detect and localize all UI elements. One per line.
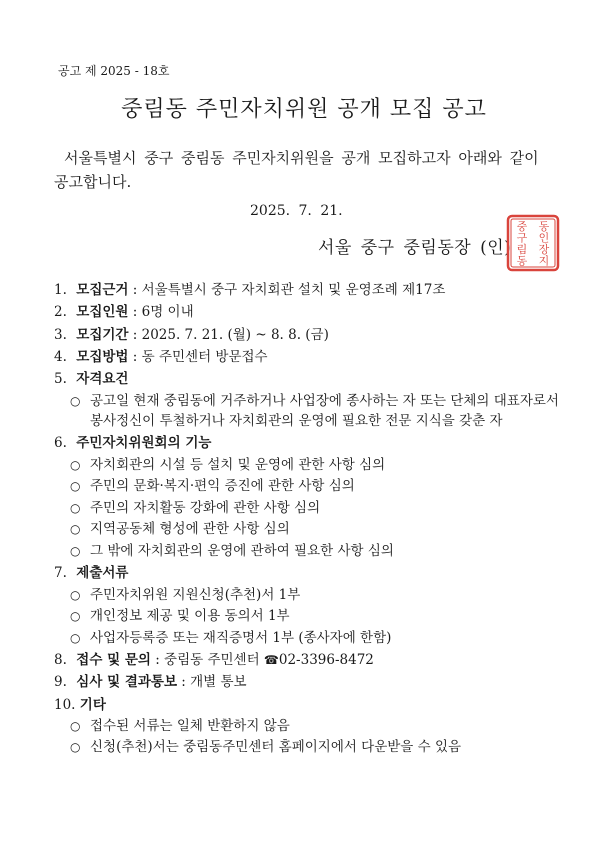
- item-number: 5.: [54, 371, 67, 388]
- sub-item: [54, 519, 564, 541]
- page-title: 중림동 주민자치위원 공개 모집 공고: [121, 97, 487, 122]
- bullet-icon: ○: [70, 718, 81, 733]
- sub-item: [54, 716, 564, 738]
- bullet-icon: ○: [70, 394, 81, 409]
- item-label: 자격요건: [76, 371, 129, 388]
- sub-item: [54, 737, 564, 759]
- sub-item-text: 사업자등록증 또는 재직증명서 1부 (종사자에 한함): [90, 629, 392, 646]
- sub-item: [54, 498, 564, 520]
- item-text: 6명 이내: [141, 304, 194, 321]
- item-label: 모집인원: [76, 304, 129, 321]
- sub-item: [54, 391, 564, 431]
- sub-item-text: 지역공동체 형성에 관한 사항 심의: [90, 521, 290, 538]
- sub-item-text: 공고일 현재 중림동에 거주하거나 사업장에 종사하는 자 또는 단체의 대표자로서 봉사정신이 투철하거나 자치회관의 운영에 필요한 전문 지식을 갖춘 자: [90, 393, 559, 430]
- seal-character: 장: [538, 243, 550, 256]
- seal-character: 동: [516, 254, 528, 268]
- bullet-icon: ○: [70, 543, 81, 558]
- item-label: 기타: [79, 696, 106, 713]
- item-label: 심사 및 결과통보: [76, 674, 177, 691]
- item-number: 3.: [54, 326, 67, 343]
- sub-item-text: 그 밖에 자치회관의 운영에 관하여 필요한 사항 심의: [90, 542, 394, 559]
- issuer-seal-mark: (인): [480, 238, 512, 258]
- sub-item-text: 접수된 서류는 일체 반환하지 않음: [90, 717, 290, 734]
- bullet-icon: ○: [70, 522, 81, 537]
- item-text: 2025. 7. 21. (월) ~ 8. 8. (금): [141, 326, 329, 343]
- sub-item: [54, 606, 564, 628]
- seal-character: 구: [516, 231, 528, 245]
- item-number: 9.: [54, 674, 67, 691]
- phone-number: 02-3396-8472: [278, 652, 374, 669]
- issuer-name: 서울 중구 중림동장: [318, 238, 472, 258]
- sub-item-text: 신청(추천)서는 중림동주민센터 홈페이지에서 다운받을 수 있음: [90, 739, 462, 756]
- bullet-icon: ○: [70, 587, 81, 602]
- bullet-icon: ○: [70, 479, 81, 494]
- notice-item: [54, 324, 564, 346]
- notice-item: [54, 432, 564, 454]
- notice-items: [54, 279, 564, 759]
- notice-item: [54, 279, 564, 301]
- notice-item: [54, 694, 564, 716]
- notice-item: [54, 346, 564, 368]
- notice-item: [54, 671, 564, 693]
- item-label: 접수 및 문의: [76, 652, 151, 669]
- intro-paragraph: 서울특별시 중구 중림동 주민자치위원을 공개 모집하고자 아래와 같이 공고합니다.: [54, 149, 539, 191]
- item-label: 모집기간: [76, 326, 129, 343]
- sub-item: [54, 628, 564, 650]
- sub-item-text: 개인정보 제공 및 이용 동의서 1부: [90, 608, 290, 625]
- seal-character: 림: [516, 243, 528, 256]
- item-label: 주민자치위원회의 기능: [76, 435, 212, 452]
- notice-item: [54, 562, 564, 584]
- notice-item: [54, 368, 564, 390]
- item-text: 동 주민센터 방문접수: [141, 348, 268, 365]
- item-number: 1.: [54, 282, 67, 298]
- item-number: 2.: [54, 304, 67, 321]
- item-number: 8.: [54, 652, 67, 669]
- seal-character: 인: [538, 231, 550, 245]
- item-text: 개별 통보: [190, 674, 247, 691]
- sub-item-text: 주민자치위원 지원신청(추천)서 1부: [90, 586, 301, 603]
- phone-icon: ☎: [263, 653, 279, 668]
- bullet-icon: ○: [70, 457, 81, 472]
- item-number: 6.: [54, 435, 67, 452]
- notice-item: [54, 301, 564, 323]
- item-separator: :: [128, 326, 142, 343]
- notice-item: [54, 649, 564, 671]
- item-number: 10.: [54, 696, 76, 713]
- item-text: 서울특별시 중구 자치회관 설치 및 운영조례 제17조: [141, 282, 446, 298]
- item-label: 제출서류: [76, 565, 129, 582]
- notice-number: 공고 제 2025 - 18호: [58, 64, 170, 78]
- bullet-icon: ○: [70, 630, 81, 645]
- issuer-line: [318, 233, 511, 258]
- item-separator: :: [150, 652, 165, 669]
- seal-character: 동: [538, 220, 550, 233]
- sub-item: [54, 455, 564, 477]
- item-separator: :: [128, 348, 142, 365]
- bullet-icon: ○: [70, 740, 81, 755]
- seal-character: 중: [516, 220, 528, 233]
- sub-item-text: 자치회관의 시설 등 설치 및 운영에 관한 사항 심의: [90, 456, 386, 473]
- item-text: 중림동 주민센터: [164, 652, 260, 669]
- official-seal-stamp: [506, 214, 560, 272]
- item-label: 모집근거: [76, 282, 129, 298]
- sub-item: [54, 541, 564, 563]
- sub-item: [54, 476, 564, 498]
- bullet-icon: ○: [70, 500, 81, 515]
- item-number: 4.: [54, 348, 67, 365]
- item-separator: :: [128, 282, 142, 298]
- sub-item: [54, 585, 564, 607]
- notice-date: 2025. 7. 21.: [250, 203, 343, 219]
- seal-character: 지: [538, 254, 550, 268]
- sub-item-text: 주민의 문화·복지·편익 증진에 관한 사항 심의: [90, 478, 355, 495]
- sub-item-text: 주민의 자치활동 강화에 관한 사항 심의: [90, 499, 321, 516]
- item-separator: :: [128, 304, 142, 321]
- item-label: 모집방법: [76, 348, 129, 365]
- item-separator: :: [176, 674, 191, 691]
- item-number: 7.: [54, 565, 67, 582]
- bullet-icon: ○: [70, 609, 81, 624]
- seal-border: [508, 216, 558, 270]
